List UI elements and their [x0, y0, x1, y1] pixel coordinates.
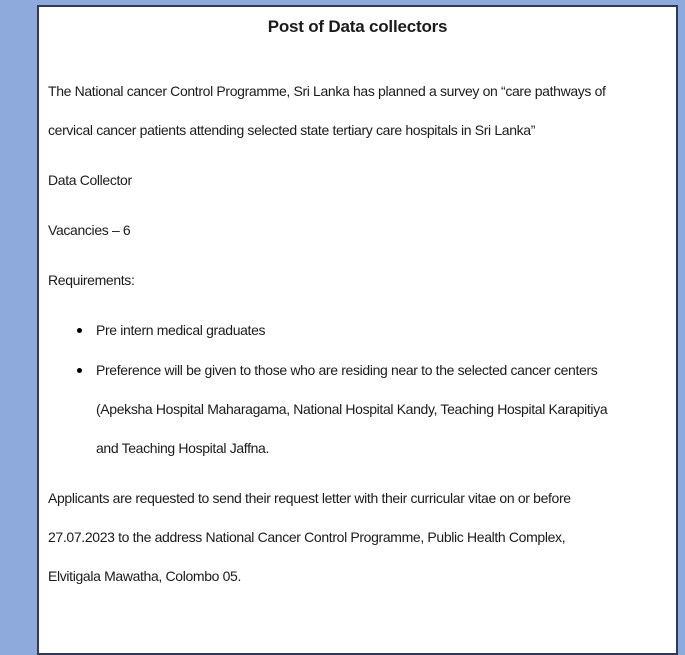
text-line: (Apeksha Hospital Maharagama, National Hospital Kandy, Teaching Hospital Karapitiya: [96, 401, 608, 417]
text-line: Requirements:: [48, 272, 135, 288]
page-title: Post of Data collectors: [267, 17, 448, 36]
text-line: Pre intern medical graduates: [96, 322, 266, 338]
text-line: Data Collector: [48, 172, 132, 188]
text-line: Elvitigala Mawatha, Colombo 05.: [48, 568, 242, 584]
document-body: [48, 72, 667, 596]
text-line: Vacancies – 6: [48, 222, 131, 238]
text-line: cervical cancer patients attending selected state tertiary care hospitals in Sri Lanka”: [48, 122, 536, 138]
paragraph: [48, 261, 667, 300]
paragraph: [48, 479, 667, 596]
document-page: [37, 5, 678, 655]
text-line: Preference will be given to those who are residing near to the selected cancer centers: [96, 362, 598, 378]
paragraph: [48, 72, 667, 150]
bullet-item: [96, 351, 667, 468]
bullet-item: [96, 311, 667, 350]
text-line: 27.07.2023 to the address National Cancer Control Programme, Public Health Complex,: [48, 529, 566, 545]
paragraph: [48, 161, 667, 200]
paragraph: [48, 211, 667, 250]
text-line: Applicants are requested to send their request letter with their curricular vitae on or before: [48, 490, 571, 506]
bullet-dot-icon: [77, 328, 82, 333]
text-line: and Teaching Hospital Jaffna.: [96, 440, 270, 456]
text-line: The National cancer Control Programme, Sri Lanka has planned a survey on “care pathways of: [48, 83, 606, 99]
bullet-dot-icon: [77, 368, 82, 373]
